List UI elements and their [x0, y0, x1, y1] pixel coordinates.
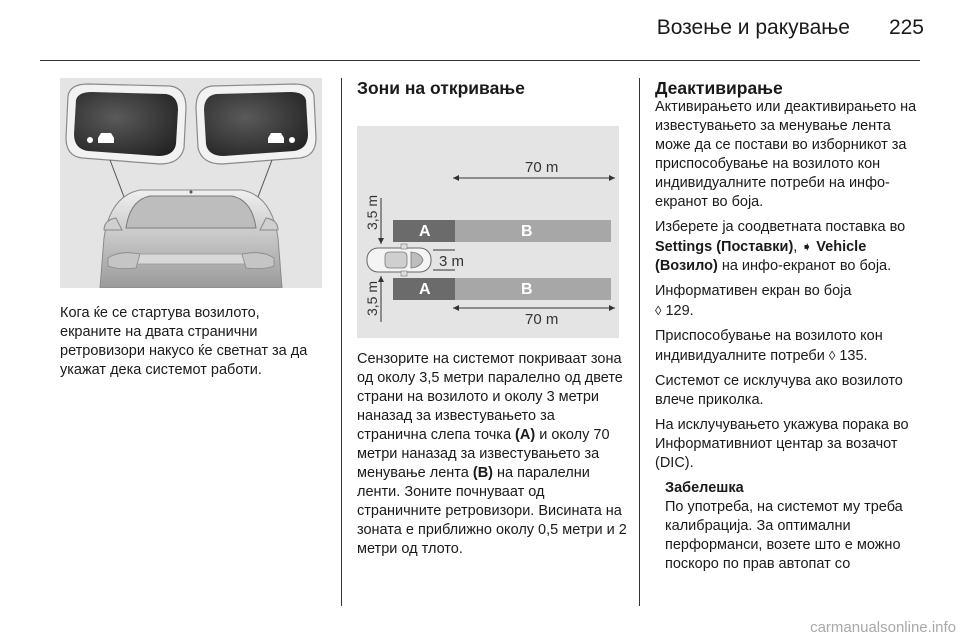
deactivation-paragraph-4 — [655, 327, 930, 366]
page-reference-129[interactable]: 129. — [661, 303, 694, 319]
mirror-caption-text: Кога ќе се стартува возилото, екраните на двата странични ретровизори накусо ќе светнат за да укажат дека системот работи. — [60, 305, 308, 378]
deactivation-paragraph-1: Активирањето или деактивирањето на известувањето за менување лента може да се постави во изборникот за приспособување на возилото кон индивидуалните потреби на инфо-екранот во боја. — [655, 99, 917, 210]
deactivation-paragraph-6: На исклучувањето укажува порака во Информативниот центар за возачот (DIC). — [655, 417, 909, 471]
zone-b-reference: (B) — [472, 465, 494, 481]
menu-arrow-icon: ➧ — [801, 239, 813, 254]
page-number: 225 — [888, 16, 924, 39]
gap-label: 3 m — [439, 253, 465, 270]
zone-a-top-label: A — [419, 223, 431, 240]
left-mirror-glass — [74, 92, 178, 156]
distance-bottom-label: 70 m — [525, 311, 559, 328]
zones-text-part1: Сензорите на системот покриваат зона од околу 3,5 метри паралелно од двете страни на возилото и околу 3 метри наназад за известувањето за странична слепа точка — [357, 351, 623, 443]
zone-a-bottom-label: A — [419, 281, 431, 298]
deactivation-heading: Деактивирање — [655, 78, 783, 98]
page-reference-icon: ◊ — [655, 303, 662, 318]
car-top-view-icon — [367, 244, 431, 276]
zone-b-top-label: B — [521, 223, 533, 240]
watermark: carmanualsonline.info — [810, 619, 956, 636]
zone-b-bottom-label: B — [521, 281, 533, 298]
lane-width-bottom-label: 3,5 m — [364, 280, 380, 316]
right-car-warning-icon — [268, 133, 284, 143]
car-rear-window — [126, 196, 256, 228]
column-3 — [655, 78, 930, 580]
mirrors-illustration — [60, 78, 322, 288]
right-warning-star-icon — [289, 137, 295, 143]
note-heading: Забелешка — [665, 480, 744, 496]
header-divider — [40, 60, 920, 61]
personalization-ref-text: Приспособување на возилото кон индивидуалните потреби — [655, 328, 883, 364]
lane-width-top-label: 3,5 m — [364, 194, 380, 230]
distance-top-label: 70 m — [525, 159, 559, 176]
note-block — [665, 479, 930, 574]
zones-text-part2: и околу 70 метри наназад за известувањето за менување лента — [357, 427, 610, 481]
page-header-title: Возење и ракување — [656, 16, 850, 39]
vehicle-menu-label: Vehicle (Возило) — [655, 239, 867, 274]
para2-end: на инфо-екранот во боја. — [717, 258, 892, 274]
deactivation-paragraph-5: Системот се исклучува ако возилото влече приколка. — [655, 373, 903, 408]
deactivation-paragraph-2 — [655, 218, 930, 276]
column-2 — [357, 78, 627, 565]
column-1 — [60, 78, 322, 386]
para2-separator: , — [793, 239, 802, 255]
para2-intro: Изберете ја соодветната поставка во — [655, 219, 906, 235]
info-display-ref-text: Информативен екран во боја — [655, 283, 852, 299]
column-divider-1 — [341, 78, 342, 606]
detection-zones-diagram — [357, 126, 619, 338]
zones-svg — [357, 126, 619, 338]
zones-text-part3: на паралелни ленти. Зоните почнуваат од страничните ретровизори. Висината на зоната е приближно околу 0,5 метри и 2 метри од тлото. — [357, 465, 627, 557]
zone-b-bottom-bar — [455, 278, 611, 300]
page-reference-icon: ◊ — [828, 348, 836, 363]
left-warning-star-icon — [87, 137, 93, 143]
mirrors-svg — [60, 78, 322, 288]
column-divider-2 — [639, 78, 640, 606]
detection-zones-heading: Зони на откривање — [357, 78, 525, 98]
deactivation-paragraph-3 — [655, 282, 930, 321]
page-reference-135[interactable]: 135. — [835, 348, 868, 364]
left-car-warning-icon — [98, 133, 114, 143]
right-mirror-glass — [204, 92, 308, 156]
zone-b-top-bar — [455, 220, 611, 242]
detection-zones-paragraph — [357, 350, 627, 559]
zone-a-reference: (A) — [515, 427, 536, 443]
note-text: По употреба, на системот му треба калибрација. За оптимални перформанси, возете што е можно поскоро по прав автопат со — [665, 499, 903, 572]
settings-menu-label: Settings (Поставки) — [655, 239, 794, 255]
